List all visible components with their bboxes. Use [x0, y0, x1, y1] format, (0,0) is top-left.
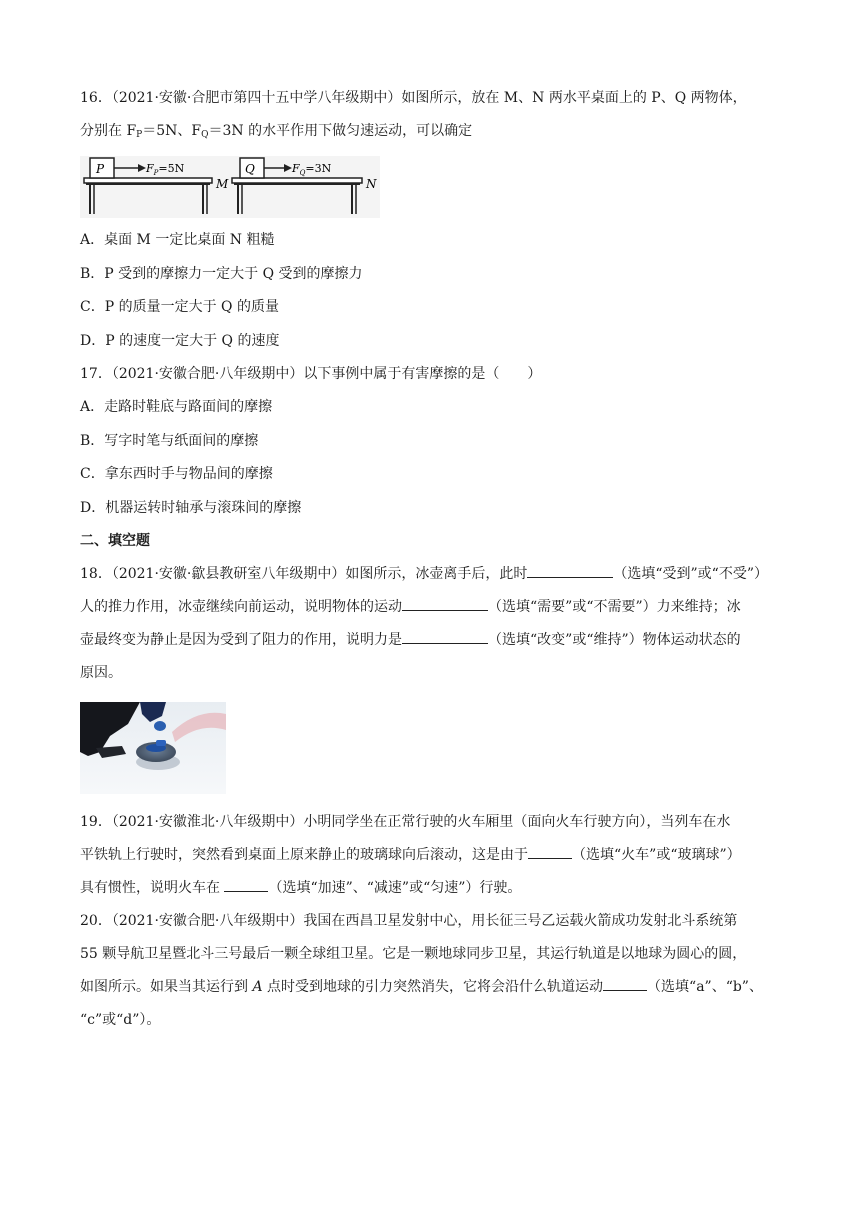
q16-stem-line2 [80, 115, 780, 152]
q18-line3 [80, 624, 780, 657]
q20-line4: “c”或“d”）。 [80, 1012, 161, 1028]
q20-point-a: A [252, 979, 263, 995]
q18-blank-1[interactable] [527, 563, 613, 578]
q16-sub-q: Q [201, 130, 209, 140]
q19-text-3a: 具有惯性，说明火车在 [80, 880, 225, 896]
table-m-label: M [216, 177, 229, 191]
q17-option-c: C．拿东西时手与物品间的摩擦 [80, 466, 273, 482]
table-n-label: N [366, 177, 377, 191]
friction-tables-diagram [80, 156, 380, 218]
q19-text-2a: 平铁轨上行驶时，突然看到桌面上原来静止的玻璃球向后滚动，这是由于 [80, 847, 528, 863]
q16-text-b: ＝5N、F [142, 123, 202, 139]
q18-text-3b: （选填“改变”或“维持”）物体运动状态的 [488, 632, 741, 648]
q18-text-2b: （选填“需要”或“不需要”）力来维持；冰 [488, 599, 741, 615]
q17-option-d: D．机器运转时轴承与滚珠间的摩擦 [80, 499, 302, 516]
q16-text-a: 分别在 F [80, 123, 137, 139]
q18-line2 [80, 591, 780, 624]
q19-text-3b: （选填“加速”、“减速”或“匀速”）行驶。 [268, 880, 522, 896]
block-p-label: P [96, 162, 105, 176]
q18-text-3a: 壶最终变为静止是因为受到了阻力的作用，说明力是 [80, 632, 402, 648]
q20-text-3b: 点时受到地球的引力突然消失，它将会沿什么轨道运动 [262, 979, 604, 995]
curling-stone-image [80, 702, 226, 794]
q19-line1: 19．（2021·安徽淮北·八年级期中）小明同学坐在正常行驶的火车厢里（面向火车行驶方向），当列车在水 [80, 814, 731, 830]
worksheet-page [80, 82, 780, 1037]
q20-line1: 20．（2021·安徽合肥·八年级期中）我国在西昌卫星发射中心，用长征三号乙运载火箭成功发射北斗系统第 [80, 913, 738, 929]
q18-curling-photo [80, 702, 226, 794]
q17-stem: 17．（2021·安徽合肥·八年级期中）以下事例中属于有害摩擦的是（ ） [80, 366, 542, 382]
q18-line1 [80, 558, 780, 591]
q19-text-2b: （选填“火车”或“玻璃球”） [572, 847, 741, 863]
q18-line4: 原因。 [80, 665, 122, 681]
q16-sub-p: P [136, 130, 143, 140]
q17-option-b: B．写字时笔与纸面间的摩擦 [80, 432, 259, 449]
q20-text-3a: 如图所示。如果当其运行到 [80, 979, 253, 995]
q18-blank-3[interactable] [402, 629, 488, 644]
q16-text-c: ＝3N 的水平作用下做匀速运动，可以确定 [208, 123, 473, 139]
section-title: 二、填空题 [80, 533, 150, 549]
q17-option-a: A．走路时鞋底与路面间的摩擦 [80, 399, 273, 415]
q20-text-3c: （选填“a”、“b”、 [647, 979, 763, 995]
q16-option-c: C．P 的质量一定大于 Q 的质量 [80, 299, 279, 315]
q20-line3 [80, 971, 780, 1004]
player-glove [154, 721, 166, 731]
force-q-label: $F_Q=3N$ [292, 162, 332, 177]
q20-blank-1[interactable] [603, 976, 647, 991]
q19-blank-2[interactable] [224, 877, 268, 892]
q18-text-1b: （选填“受到”或“不受”） [613, 566, 768, 582]
q16-option-b: B．P 受到的摩擦力一定大于 Q 受到的摩擦力 [80, 265, 363, 282]
block-q-label: Q [245, 162, 255, 176]
force-p-label: $F_P=5N$ [146, 162, 185, 177]
q19-line3 [80, 872, 780, 905]
q19-line2 [80, 839, 780, 872]
q18-text-2a: 人的推力作用，冰壶继续向前运动，说明物体的运动 [80, 599, 402, 615]
q16-option-d: D．P 的速度一定大于 Q 的速度 [80, 332, 280, 349]
q20-line2: 55 颗导航卫星暨北斗三号最后一颗全球组卫星。它是一颗地球同步卫星，其运行轨道是以地球为圆心的圆， [80, 946, 747, 962]
q18-text-1a: 18．（2021·安徽·歙县教研室八年级期中）如图所示，冰壶离手后，此时 [80, 566, 528, 582]
q16-stem-line1: 16．（2021·安徽·合肥市第四十五中学八年级期中）如图所示，放在 M、N 两水平桌面上的 P、Q 两物体， [80, 90, 747, 106]
q19-blank-1[interactable] [528, 844, 572, 859]
q16-option-a: A．桌面 M 一定比桌面 N 粗糙 [80, 232, 275, 248]
q16-figure [80, 156, 780, 218]
q18-blank-2[interactable] [402, 596, 488, 611]
